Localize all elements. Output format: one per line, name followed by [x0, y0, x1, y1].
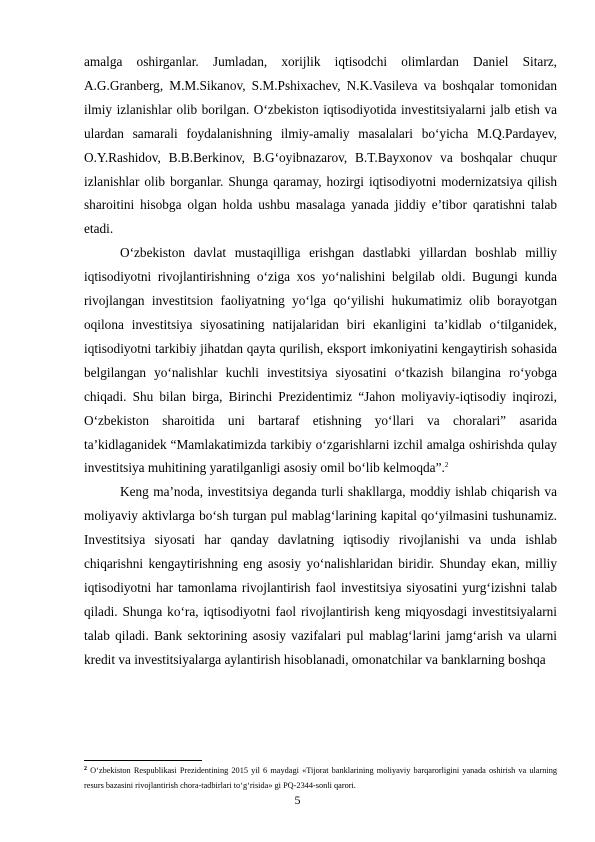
page-number: 5 [294, 793, 301, 807]
document-body [84, 50, 557, 672]
footnote-text: O‘zbekiston Respublikasi Prezidentining 2015 yil 6 maydagi «Tijorat banklarining moliyaviy barqarorligini yanada oshirish va ularning resurs bazasini rivojlantirish chora-tadbirlari to‘g‘risida» gi PQ-2344-sonli qarori. [84, 766, 557, 790]
footnote-reference[interactable]: 2 [444, 461, 449, 470]
footnote-divider [84, 760, 202, 761]
footnote [84, 764, 557, 793]
paragraph-2-text: O‘zbekiston davlat mustaqilliga erishgan dastlabki yillardan boshlab milliy iqtisodiyotni rivojlantirishning o‘ziga xos yo‘nalishini belgilab oldi. Bugungi kunda rivojlangan investitsion faoliyatning yo‘lga qo‘yilishi hukumatimiz olib borayotgan oqilona investitsiya siyosatining natijalaridan biri ekanligini ta’kidlab o‘tilganidek, iqtisodiyotni tarkibiy jihatdan qayta qurilish, eksport imkoniyatini kengaytirish sohasida belgilangan yo‘nalishlar kuchli investitsiya siyosatini o‘tkazish bilangina ro‘yobga chiqadi. Shu bilan birga, Birinchi Prezidentimiz “Jahon moliyaviy-iqtisodiy inqirozi, O‘zbekiston sharoitida uni bartaraf etishning yo‘llari va choralari” asarida ta’kidlaganidek “Mamlakatimizda tarkibiy o‘zgarishlarni izchil amalga oshirishda qulay investitsiya muhitining yaratilganligi asosiy omil bo‘lib kelmoqda”. [84, 245, 557, 476]
paragraph-1: amalga oshirganlar. Jumladan, xorijlik iqtisodchi olimlardan Daniel Sitarz, A.G.Granberg, M.M.Sikanov, S.M.Pshixachev, N.K.Vasileva va boshqalar tomonidan ilmiy izlanishlar olib borilgan. O‘zbekiston iqtisodiyotida investitsiyalarni jalb etish va ulardan samarali foydalanishning ilmiy-amaliy masalalari bo‘yicha M.Q.Pardayev, O.Y.Rashidov, B.B.Berkinov, B.G‘oyibnazarov, B.T.Bayxonov va boshqalar chuqur izlanishlar olib borganlar. Shunga qaramay, hozirgi iqtisodiyotni modernizatsiya qilish sharoitini hisobga olgan holda ushbu masalaga yanada jiddiy e’tibor qaratishni talab etadi. [84, 54, 557, 237]
footnote-number: 2 [84, 766, 87, 772]
paragraph-3: Keng ma’noda, investitsiya deganda turli shakllarga, moddiy ishlab chiqarish va moliyaviy aktivlarga bo‘sh turgan pul mablag‘larining kapital qo‘yilmasini tushunamiz. Investitsiya siyosati har qanday davlatning iqtisodiy rivojlanishi va unda ishlab chiqarishni kengaytirishning eng asosiy yo‘nalishlaridan biridir. Shunday ekan, milliy iqtisodiyotni har tamonlama rivojlantirish faol investitsiya siyosatini yurg‘izishni talab qiladi. Shunga ko‘ra, iqtisodiyotni faol rivojlantirish keng miqyosdagi investitsiyalarni talab qiladi. Bank sektorining asosiy vazifalari pul mablag‘larini jamg‘arish va ularni kredit va investitsiyalarga aylantirish hisoblanadi, omonatchilar va banklarning boshqa [84, 484, 557, 667]
paragraph-2 [84, 241, 557, 480]
